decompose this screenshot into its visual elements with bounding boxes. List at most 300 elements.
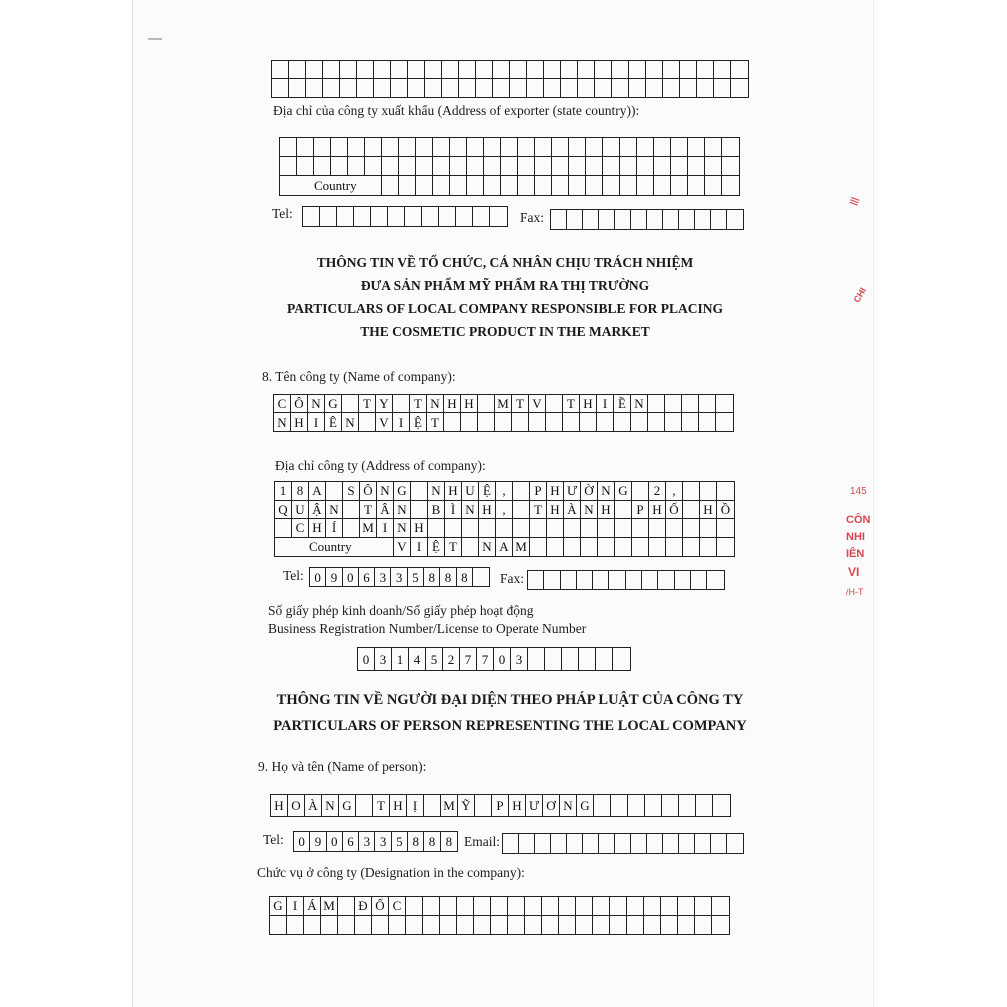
person-name-char-box: N bbox=[560, 795, 577, 816]
person-name-char-box: Ị bbox=[407, 795, 424, 816]
char-box bbox=[365, 157, 382, 176]
char-box bbox=[348, 157, 365, 176]
company-name-char-box: N bbox=[427, 395, 444, 413]
exporter-address-grid bbox=[279, 137, 740, 196]
tel-digit-box: 9 bbox=[310, 832, 326, 851]
company-name-char-box: H bbox=[580, 395, 597, 413]
char-box bbox=[476, 79, 493, 97]
company-name-char-box bbox=[461, 413, 478, 431]
char-box bbox=[679, 834, 695, 853]
company-address-char-box bbox=[683, 501, 700, 520]
designation-char-box bbox=[406, 897, 423, 916]
char-box bbox=[671, 157, 688, 176]
char-box bbox=[663, 834, 679, 853]
char-box bbox=[510, 61, 527, 79]
char-box bbox=[629, 79, 646, 97]
company-name-char-box bbox=[716, 395, 733, 413]
char-box bbox=[654, 157, 671, 176]
designation-char-box bbox=[525, 916, 542, 935]
company-name-char-box: V bbox=[529, 395, 546, 413]
tel-digit-box: 0 bbox=[310, 568, 326, 586]
char-box bbox=[578, 79, 595, 97]
company-address-char-box: M bbox=[513, 538, 530, 557]
heading-line-1: THÔNG TIN VỀ TỔ CHỨC, CÁ NHÂN CHỊU TRÁCH NHIỆM bbox=[316, 255, 694, 270]
company-name-char-box: H bbox=[444, 395, 461, 413]
designation-char-box bbox=[338, 916, 355, 935]
char-box bbox=[599, 834, 615, 853]
company-address-char-box: T bbox=[360, 501, 377, 520]
designation-char-box bbox=[627, 916, 644, 935]
person-name-char-box: À bbox=[305, 795, 322, 816]
designation-char-box: G bbox=[270, 897, 287, 916]
heading-line-4: THE COSMETIC PRODUCT IN THE MARKET bbox=[360, 324, 650, 339]
char-box bbox=[501, 138, 518, 157]
company-address-char-box: , bbox=[666, 482, 683, 501]
designation-char-box: Ố bbox=[372, 897, 389, 916]
company-address-char-box bbox=[717, 538, 734, 557]
char-box bbox=[586, 138, 603, 157]
company-name-char-box: N bbox=[342, 413, 359, 431]
license-digit-box: 7 bbox=[477, 648, 494, 670]
char-box bbox=[711, 834, 727, 853]
company-address-char-box: 2 bbox=[649, 482, 666, 501]
char-box bbox=[320, 207, 337, 226]
tel-digit-box: 0 bbox=[294, 832, 310, 851]
char-box bbox=[467, 157, 484, 176]
license-digit-box bbox=[613, 648, 630, 670]
designation-char-box bbox=[491, 916, 508, 935]
company-name-char-box bbox=[631, 413, 648, 431]
person-name-char-box bbox=[662, 795, 679, 816]
company-name-grid bbox=[273, 394, 734, 432]
company-address-char-box: Ệ bbox=[479, 482, 496, 501]
rep-heading-line-2: PARTICULARS OF PERSON REPRESENTING THE LOCAL COMPANY bbox=[273, 718, 747, 734]
license-digit-box: 3 bbox=[511, 648, 528, 670]
person-name-char-box bbox=[679, 795, 696, 816]
company-address-char-box: Ố bbox=[666, 501, 683, 520]
char-box bbox=[374, 61, 391, 79]
designation-label: Chức vụ ở công ty (Designation in the company): bbox=[257, 865, 525, 880]
company-name-char-box: H bbox=[291, 413, 308, 431]
license-digit-box bbox=[579, 648, 596, 670]
tel-digit-box bbox=[473, 568, 489, 586]
char-box bbox=[391, 61, 408, 79]
company-address-char-box: Ô bbox=[360, 482, 377, 501]
company-name-char-box bbox=[546, 413, 563, 431]
char-box bbox=[654, 176, 671, 195]
char-box bbox=[629, 61, 646, 79]
company-name-char-box: T bbox=[427, 413, 444, 431]
company-address-char-box bbox=[513, 482, 530, 501]
char-box bbox=[535, 834, 551, 853]
person-name-char-box bbox=[611, 795, 628, 816]
designation-char-box bbox=[423, 916, 440, 935]
char-box bbox=[306, 79, 323, 97]
char-box bbox=[297, 138, 314, 157]
company-address-char-box bbox=[479, 519, 496, 538]
company-tel-grid bbox=[309, 567, 490, 587]
char-box bbox=[459, 61, 476, 79]
person-name-char-box: Ư bbox=[526, 795, 543, 816]
char-box bbox=[646, 79, 663, 97]
tel-digit-box: 8 bbox=[457, 568, 473, 586]
company-tel-label: Tel: bbox=[283, 568, 304, 583]
person-email-label: Email: bbox=[464, 834, 500, 849]
char-box bbox=[484, 157, 501, 176]
char-box bbox=[544, 61, 561, 79]
person-name-char-box bbox=[594, 795, 611, 816]
char-box bbox=[714, 61, 731, 79]
company-address-char-box bbox=[581, 519, 598, 538]
heading-line-3: PARTICULARS OF LOCAL COMPANY RESPONSIBLE FOR PLACING bbox=[286, 301, 724, 316]
char-box bbox=[731, 79, 748, 97]
company-address-char-box: Ệ bbox=[428, 538, 445, 557]
rep-heading-line-1: THÔNG TIN VỀ NGƯỜI ĐẠI DIỆN THEO PHÁP LUẬT CỦA CÔNG TY bbox=[276, 692, 744, 708]
company-address-char-box: T bbox=[530, 501, 547, 520]
char-box bbox=[722, 176, 739, 195]
designation-char-box bbox=[627, 897, 644, 916]
char-box bbox=[405, 207, 422, 226]
designation-char-box bbox=[712, 916, 729, 935]
company-name-char-box: V bbox=[376, 413, 393, 431]
char-box bbox=[510, 79, 527, 97]
company-name-char-box bbox=[665, 395, 682, 413]
company-address-char-box: S bbox=[343, 482, 360, 501]
company-address-char-box: N bbox=[394, 501, 411, 520]
person-name-char-box: T bbox=[373, 795, 390, 816]
company-name-char-box bbox=[478, 413, 495, 431]
company-address-char-box: N bbox=[581, 501, 598, 520]
char-box bbox=[314, 138, 331, 157]
license-digit-box: 2 bbox=[443, 648, 460, 670]
company-address-char-box: 1 bbox=[275, 482, 292, 501]
char-box bbox=[399, 176, 416, 195]
company-address-char-box bbox=[700, 538, 717, 557]
license-digit-box: 3 bbox=[375, 648, 392, 670]
char-box bbox=[707, 571, 723, 589]
designation-char-box bbox=[610, 897, 627, 916]
char-box bbox=[567, 210, 583, 229]
char-box bbox=[620, 138, 637, 157]
company-address-char-box bbox=[411, 501, 428, 520]
char-box bbox=[722, 157, 739, 176]
company-address-char-box: A bbox=[309, 482, 326, 501]
company-address-char-box bbox=[598, 519, 615, 538]
company-name-label: 8. Tên công ty (Name of company): bbox=[262, 369, 456, 384]
company-address-char-box: G bbox=[615, 482, 632, 501]
char-box bbox=[603, 138, 620, 157]
char-box bbox=[595, 79, 612, 97]
company-name-char-box bbox=[393, 395, 410, 413]
company-address-char-box bbox=[649, 519, 666, 538]
company-address-char-box bbox=[717, 519, 734, 538]
char-box bbox=[518, 138, 535, 157]
company-address-char-box: H bbox=[411, 519, 428, 538]
company-name-char-box: Ề bbox=[614, 395, 631, 413]
char-box bbox=[626, 571, 642, 589]
company-address-char-box: I bbox=[377, 519, 394, 538]
company-name-char-box: T bbox=[563, 395, 580, 413]
company-name-char-box: N bbox=[274, 413, 291, 431]
char-box bbox=[388, 207, 405, 226]
license-digit-box: 0 bbox=[494, 648, 511, 670]
char-box bbox=[340, 79, 357, 97]
person-name-char-box bbox=[424, 795, 441, 816]
char-box bbox=[603, 157, 620, 176]
company-address-label: Địa chỉ công ty (Address of company): bbox=[275, 458, 486, 473]
designation-char-box bbox=[321, 916, 338, 935]
company-name-char-box: T bbox=[512, 395, 529, 413]
char-box bbox=[658, 571, 674, 589]
char-box bbox=[663, 210, 679, 229]
company-address-char-box: À bbox=[564, 501, 581, 520]
company-address-char-box bbox=[717, 482, 734, 501]
company-address-char-box bbox=[462, 538, 479, 557]
char-box bbox=[593, 571, 609, 589]
tel-digit-box: 8 bbox=[445, 834, 453, 849]
company-name-char-box bbox=[529, 413, 546, 431]
tel-digit-box: 5 bbox=[408, 568, 424, 586]
company-address-char-box: N bbox=[598, 482, 615, 501]
designation-char-box bbox=[525, 897, 542, 916]
company-name-char-box: Ệ bbox=[410, 413, 427, 431]
exporter-fax-grid bbox=[550, 209, 744, 230]
designation-char-box bbox=[559, 916, 576, 935]
company-address-char-box: Ờ bbox=[581, 482, 598, 501]
stamp-fragment: /H-T bbox=[846, 587, 864, 597]
char-box bbox=[567, 834, 583, 853]
company-address-char-box bbox=[564, 519, 581, 538]
tel-digit-box: 3 bbox=[359, 832, 375, 851]
char-box bbox=[518, 176, 535, 195]
scan-speck bbox=[148, 38, 162, 40]
char-box bbox=[331, 157, 348, 176]
license-label-en: Business Registration Number/License to Operate Number bbox=[268, 621, 587, 636]
char-box bbox=[561, 79, 578, 97]
char-box bbox=[297, 157, 314, 176]
stamp-fragment: NHI bbox=[846, 531, 865, 543]
char-box bbox=[484, 138, 501, 157]
person-name-char-box bbox=[713, 795, 730, 816]
company-address-char-box: A bbox=[496, 538, 513, 557]
designation-char-box bbox=[610, 916, 627, 935]
char-box bbox=[705, 138, 722, 157]
char-box bbox=[637, 176, 654, 195]
char-box bbox=[467, 176, 484, 195]
designation-char-box bbox=[644, 916, 661, 935]
company-address-grid bbox=[274, 481, 735, 557]
person-name-char-box bbox=[356, 795, 373, 816]
char-box bbox=[493, 61, 510, 79]
person-email-grid bbox=[502, 833, 744, 854]
char-box bbox=[551, 210, 567, 229]
company-address-char-box: , bbox=[496, 501, 513, 520]
designation-char-box bbox=[508, 897, 525, 916]
license-digit-box: 0 bbox=[358, 648, 375, 670]
char-box bbox=[348, 138, 365, 157]
char-box bbox=[399, 157, 416, 176]
company-name-char-box: I bbox=[308, 413, 325, 431]
char-box bbox=[303, 207, 320, 226]
license-digit-box bbox=[545, 648, 562, 670]
char-box bbox=[695, 210, 711, 229]
company-name-char-box: Ê bbox=[325, 413, 342, 431]
company-address-char-box bbox=[700, 482, 717, 501]
designation-char-box bbox=[457, 916, 474, 935]
country-label: Country bbox=[275, 538, 394, 557]
license-digit-box: 1 bbox=[392, 648, 409, 670]
char-box bbox=[711, 210, 727, 229]
char-box bbox=[382, 138, 399, 157]
char-box bbox=[603, 176, 620, 195]
designation-char-box bbox=[576, 897, 593, 916]
company-address-char-box bbox=[530, 519, 547, 538]
designation-char-box bbox=[491, 897, 508, 916]
char-box bbox=[493, 79, 510, 97]
stamp-fragment: VI bbox=[848, 565, 860, 579]
company-fax-grid bbox=[527, 570, 725, 590]
designation-char-box bbox=[678, 916, 695, 935]
char-box bbox=[569, 157, 586, 176]
char-box bbox=[697, 61, 714, 79]
company-address-char-box: N bbox=[428, 482, 445, 501]
char-box bbox=[416, 138, 433, 157]
char-box bbox=[561, 61, 578, 79]
char-box bbox=[433, 138, 450, 157]
company-address-char-box bbox=[632, 519, 649, 538]
company-name-char-box: I bbox=[393, 413, 410, 431]
char-box bbox=[371, 207, 388, 226]
designation-char-box bbox=[542, 916, 559, 935]
char-box bbox=[289, 61, 306, 79]
designation-char-box bbox=[576, 916, 593, 935]
exporter-fax-label: Fax: bbox=[520, 210, 545, 225]
char-box bbox=[620, 157, 637, 176]
company-address-char-box: N bbox=[462, 501, 479, 520]
tel-digit-box: 8 bbox=[424, 568, 440, 586]
designation-char-box bbox=[338, 897, 355, 916]
designation-char-box bbox=[270, 916, 287, 935]
char-box bbox=[501, 176, 518, 195]
company-address-char-box: B bbox=[428, 501, 445, 520]
company-address-char-box: H bbox=[649, 501, 666, 520]
tel-digit-box: 6 bbox=[359, 568, 375, 586]
tel-digit-box: 8 bbox=[408, 832, 424, 851]
person-name-char-box: Ỹ bbox=[458, 795, 475, 816]
char-box bbox=[473, 207, 490, 226]
company-name-char-box bbox=[359, 413, 376, 431]
char-box bbox=[331, 138, 348, 157]
designation-char-box: M bbox=[321, 897, 338, 916]
char-box bbox=[535, 157, 552, 176]
company-address-char-box bbox=[513, 501, 530, 520]
designation-char-box bbox=[508, 916, 525, 935]
company-address-char-box: Ư bbox=[564, 482, 581, 501]
company-name-char-box bbox=[614, 413, 631, 431]
tel-digit-box: 6 bbox=[343, 832, 359, 851]
designation-char-box bbox=[474, 897, 491, 916]
company-address-char-box bbox=[411, 482, 428, 501]
char-box bbox=[615, 834, 631, 853]
company-name-char-box bbox=[512, 413, 529, 431]
designation-char-box bbox=[304, 916, 321, 935]
char-box bbox=[408, 61, 425, 79]
char-box bbox=[552, 157, 569, 176]
char-box bbox=[663, 61, 680, 79]
person-name-grid bbox=[270, 794, 731, 817]
company-address-char-box: N bbox=[394, 519, 411, 538]
company-address-char-box: P bbox=[530, 482, 547, 501]
designation-char-box: Đ bbox=[355, 897, 372, 916]
tel-digit-box: 0 bbox=[327, 832, 343, 851]
char-box bbox=[695, 834, 711, 853]
company-address-char-box bbox=[683, 482, 700, 501]
designation-char-box: I bbox=[287, 897, 304, 916]
designation-char-box bbox=[389, 916, 406, 935]
char-box bbox=[433, 157, 450, 176]
license-digit-box: 4 bbox=[409, 648, 426, 670]
company-address-char-box bbox=[530, 538, 547, 557]
company-name-char-box bbox=[444, 413, 461, 431]
tel-digit-box: 3 bbox=[375, 832, 391, 851]
char-box bbox=[314, 157, 331, 176]
char-box bbox=[425, 61, 442, 79]
company-address-char-box: H bbox=[309, 519, 326, 538]
char-box bbox=[586, 157, 603, 176]
company-address-char-box: U bbox=[462, 482, 479, 501]
char-box bbox=[551, 834, 567, 853]
char-box bbox=[675, 571, 691, 589]
char-box bbox=[442, 79, 459, 97]
company-name-char-box bbox=[682, 395, 699, 413]
char-box bbox=[637, 138, 654, 157]
char-box bbox=[691, 571, 707, 589]
designation-char-box: C bbox=[389, 897, 406, 916]
designation-char-box bbox=[712, 897, 729, 916]
char-box bbox=[399, 138, 416, 157]
char-box bbox=[578, 61, 595, 79]
char-box bbox=[476, 61, 493, 79]
company-address-char-box: I bbox=[411, 538, 428, 557]
company-name-char-box: T bbox=[359, 395, 376, 413]
person-name-char-box bbox=[645, 795, 662, 816]
exporter-address-label: Địa chỉ của công ty xuất khẩu (Address of exporter (state country)): bbox=[273, 103, 640, 118]
char-box bbox=[569, 176, 586, 195]
char-box bbox=[528, 571, 544, 589]
tel-digit-box: 3 bbox=[391, 568, 407, 586]
company-name-char-box: I bbox=[597, 395, 614, 413]
char-box bbox=[647, 210, 663, 229]
char-box bbox=[280, 157, 297, 176]
char-box bbox=[442, 61, 459, 79]
stamp-fragment: 145 bbox=[850, 486, 867, 497]
char-box bbox=[323, 61, 340, 79]
char-box bbox=[519, 834, 535, 853]
char-box bbox=[714, 79, 731, 97]
company-address-char-box: H bbox=[479, 501, 496, 520]
char-box bbox=[631, 834, 647, 853]
designation-char-box bbox=[593, 916, 610, 935]
exporter-tel-grid bbox=[302, 206, 508, 227]
char-box bbox=[484, 176, 501, 195]
designation-char-box bbox=[423, 897, 440, 916]
char-box bbox=[688, 176, 705, 195]
char-box bbox=[620, 176, 637, 195]
company-address-char-box: Q bbox=[275, 501, 292, 520]
char-box bbox=[577, 571, 593, 589]
designation-char-box bbox=[457, 897, 474, 916]
license-digit-box bbox=[596, 648, 613, 670]
